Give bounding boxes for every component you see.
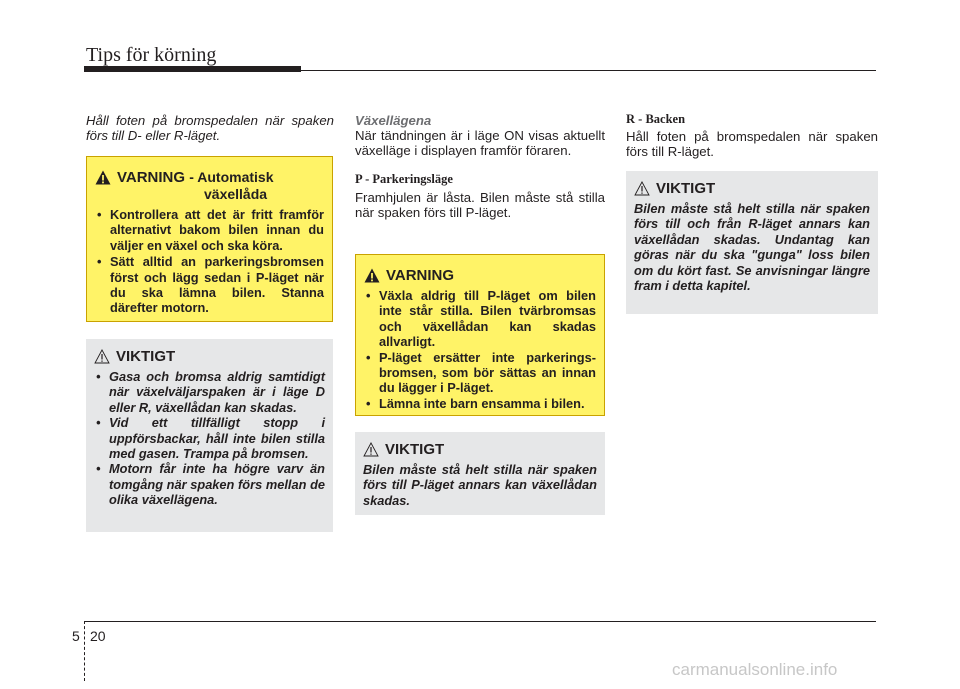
caution-triangle-icon (94, 349, 110, 364)
warning-box-title (95, 169, 324, 203)
p-heading: P - Parkeringsläge (355, 172, 453, 186)
r-text: Håll foten på bromspedalen när spaken förs till R-läget. (626, 129, 878, 159)
chapter-number: 5 (72, 628, 80, 644)
header-rule (301, 70, 876, 71)
note-label: VIKTIGT (385, 441, 445, 458)
note-box-title (634, 180, 870, 197)
caution-triangle-icon (634, 181, 650, 196)
r-heading: R - Backen (626, 112, 686, 126)
note-box-title (363, 441, 597, 458)
col2-content (355, 113, 605, 220)
watermark: carmanualsonline.info (672, 660, 838, 679)
header-bar (84, 66, 301, 72)
footer-divider (84, 621, 85, 681)
warning-item: • P-läget ersätter inte parkerings-bromsen, som bör sättas an innan du lägger i P-läget. (364, 350, 596, 396)
warning-item: • Sätt alltid an parkeringsbromsen först och lägg sedan i P-läget när du ska lämna bilen. Stanna därefter motorn. (95, 254, 324, 316)
note-label: VIKTIGT (656, 180, 716, 197)
section-heading: Växellägena (355, 113, 432, 128)
warning-triangle-icon (95, 170, 111, 185)
page-number: 20 (90, 628, 106, 644)
section-intro: När tändningen är i läge ON visas aktuellt växelläge i displayen framför föraren. (355, 128, 605, 158)
note-box-title (94, 348, 325, 365)
warning-subject-cont: växellåda (204, 186, 268, 202)
note-box-viktigt-1 (86, 339, 333, 532)
warning-label: VARNING (117, 169, 186, 186)
warning-box-automatic (86, 156, 333, 322)
warning-triangle-icon (364, 268, 380, 283)
note-item: • Motorn får inte ha högre varv än tomgång när spaken förs mellan de olika växellägena. (94, 461, 325, 507)
note-label: VIKTIGT (116, 348, 176, 365)
note-text: Bilen måste stå helt stilla när spaken förs till och från R-läget annars kan växellådan skadas. Undantag kan göras när du ska "gunga" loss bilen om du kört fast. Se anvisningar längre fram i detta kapitel. (634, 201, 870, 294)
warning-box-p (355, 254, 605, 416)
note-box-viktigt-2 (355, 432, 605, 515)
note-item: • Gasa och bromsa aldrig samtidigt när växelväljarspaken är i läge D eller R, växellådan kan skadas. (94, 369, 325, 415)
warning-item: • Växla aldrig till P-läget om bilen inte står stilla. Bilen tvärbromsas och växellådan kan skadas allvarligt. (364, 288, 596, 350)
warning-subject: - Automatisk (189, 169, 274, 185)
caution-triangle-icon (363, 442, 379, 457)
col3-content (626, 112, 878, 159)
footer-rule (84, 621, 876, 622)
note-text: Bilen måste stå helt stilla när spaken förs till P-läget annars kan växellådan skadas. (363, 462, 597, 508)
warning-box-title (364, 267, 596, 284)
warning-item: • Kontrollera att det är fritt framför alternativt bakom bilen innan du väljer en växel och ska köra. (95, 207, 324, 253)
note-item: • Vid ett tillfälligt stopp i uppförsbackar, håll inte bilen stilla med gasen. Trampa på bromsen. (94, 415, 325, 461)
col1-intro: Håll foten på bromspedalen när spaken förs till D- eller R-läget. (86, 113, 334, 143)
p-text: Framhjulen är låsta. Bilen måste stå stilla när spaken förs till P-läget. (355, 190, 605, 220)
page-header-title: Tips för körning (86, 44, 217, 66)
warning-label: VARNING (386, 267, 455, 284)
warning-item: • Lämna inte barn ensamma i bilen. (364, 396, 596, 411)
note-box-viktigt-3 (626, 171, 878, 314)
